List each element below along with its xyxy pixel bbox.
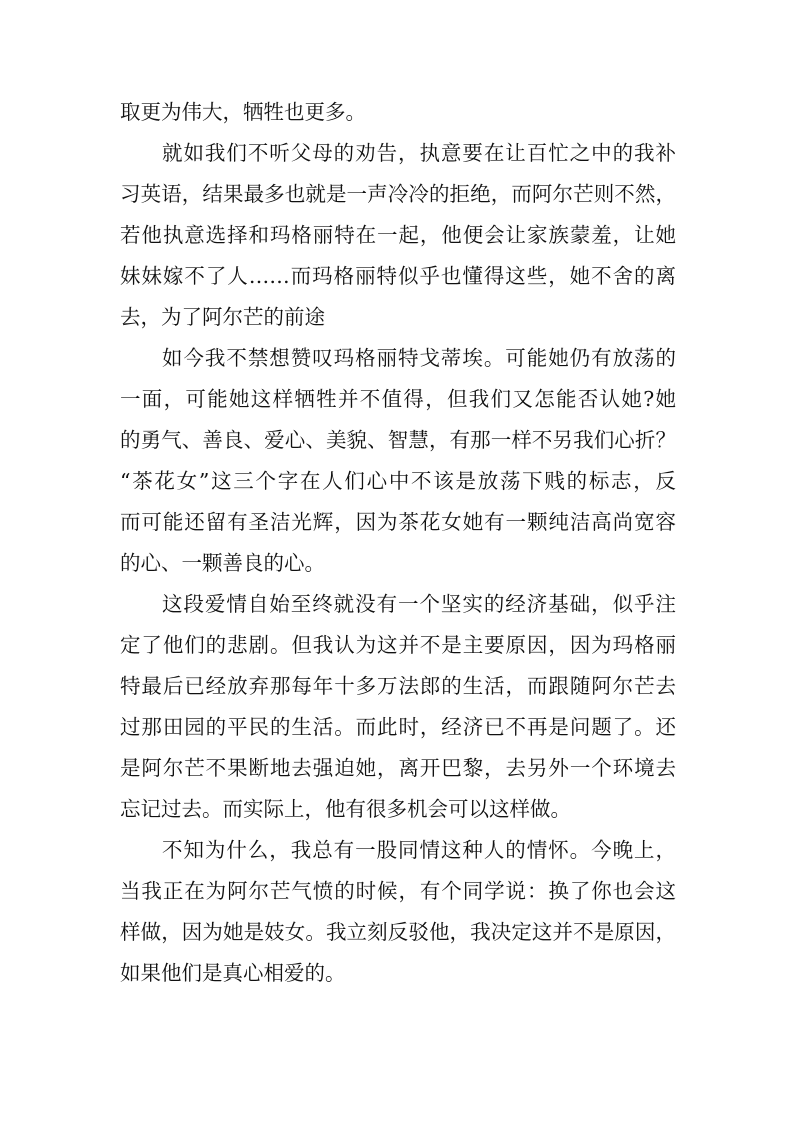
- text-line: 若他执意选择和玛格丽特在一起，他便会让家族蒙羞，让她: [120, 223, 676, 247]
- text-line: 样做，因为她是妓女。我立刻反驳他，我决定这并不是原因，: [120, 920, 676, 944]
- paragraph: [120, 338, 676, 584]
- text-line: 的心、一颗善良的心。: [120, 551, 325, 575]
- text-line: 如今我不禁想赞叹玛格丽特戈蒂埃。可能她仍有放荡的: [162, 346, 676, 370]
- text-line: 忘记过去。而实际上，他有很多机会可以这样做。: [120, 797, 571, 821]
- paragraph: [120, 584, 676, 830]
- text-line: 妹妹嫁不了人……而玛格丽特似乎也懂得这些，她不舍的离: [120, 264, 676, 288]
- text-line: 是阿尔芒不果断地去强迫她，离开巴黎，去另外一个环境去: [120, 756, 676, 780]
- text-line: 取更为伟大，牺牲也更多。: [120, 100, 366, 124]
- text-line: 而可能还留有圣洁光辉，因为茶花女她有一颗纯洁高尚宽容: [120, 510, 676, 534]
- text-line: 当我正在为阿尔芒气愤的时候，有个同学说：换了你也会这: [120, 879, 676, 903]
- text-line: 特最后已经放弃那每年十多万法郎的生活，而跟随阿尔芒去: [120, 674, 676, 698]
- text-line: 定了他们的悲剧。但我认为这并不是主要原因，因为玛格丽: [120, 633, 676, 657]
- text-line: 就如我们不听父母的劝告，执意要在让百忙之中的我补: [162, 141, 676, 165]
- essay-body: [120, 92, 676, 994]
- paragraph: [120, 830, 676, 994]
- text-line: 这段爱情自始至终就没有一个坚实的经济基础，似乎注: [162, 592, 676, 616]
- text-line: 一面，可能她这样牺牲并不值得，但我们又怎能否认她?她: [120, 387, 676, 411]
- text-line: 过那田园的平民的生活。而此时，经济已不再是问题了。还: [120, 715, 676, 739]
- text-line: 习英语，结果最多也就是一声冷冷的拒绝，而阿尔芒则不然，: [120, 182, 676, 206]
- paragraph: [120, 133, 676, 338]
- text-line: 去，为了阿尔芒的前途: [120, 305, 325, 329]
- paragraph: [120, 92, 676, 133]
- text-line: “茶花女”这三个字在人们心中不该是放荡下贱的标志，反: [120, 469, 676, 493]
- text-line: 如果他们是真心相爱的。: [120, 961, 346, 985]
- text-line: 不知为什么，我总有一股同情这种人的情怀。今晚上，: [162, 838, 676, 862]
- text-line: 的勇气、善良、爱心、美貌、智慧，有那一样不另我们心折？: [120, 428, 676, 452]
